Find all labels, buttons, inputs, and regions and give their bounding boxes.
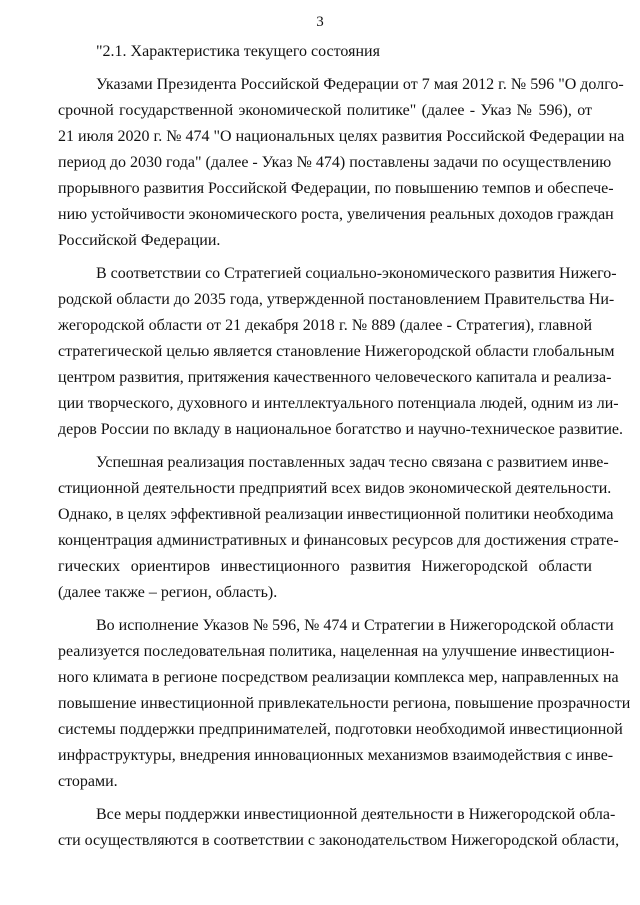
text-line: деров России по вкладу в национальное богатство и научно-техническое развитие. — [58, 421, 624, 438]
text-line: ции творческого, духовного и интеллектуального потенциала людей, одним из ли- — [58, 395, 619, 412]
text-line: Однако, в целях эффективной реализации инвестиционной политики необходима — [58, 506, 614, 523]
text-line: Указами Президента Российской Федерации от 7 мая 2012 г. № 596 "О долго- — [96, 76, 624, 93]
text-line: сти осуществляются в соответствии с законодательством Нижегородской области, — [58, 832, 620, 849]
text-line: стратегической целью является становление Нижегородской области глобальным — [58, 343, 615, 360]
text-line: прорывного развития Российской Федерации, по повышению темпов и обеспече- — [58, 180, 614, 197]
text-line: системы поддержки предпринимателей, подготовки необходимой инвестиционной — [58, 721, 623, 738]
text-line: Все меры поддержки инвестиционной деятельности в Нижегородской обла- — [96, 806, 616, 823]
text-line: Успешная реализация поставленных задач тесно связана с развитием инве- — [96, 454, 609, 471]
text-line: инфраструктуры, внедрения инновационных механизмов взаимодействия с инве- — [58, 747, 614, 764]
text-line: В соответствии со Стратегией социально-экономического развития Нижего- — [96, 265, 617, 282]
text-line: "2.1. Характеристика текущего состояния — [96, 43, 380, 60]
text-line: 21 июля 2020 г. № 474 "О национальных целях развития Российской Федерации на — [58, 128, 625, 145]
text-line: ного климата в регионе посредством реализации комплекса мер, направленных на — [58, 669, 619, 686]
text-line: повышение инвестиционной привлекательности региона, повышение прозрачности — [58, 695, 631, 712]
text-line: (далее также – регион, область). — [58, 584, 278, 601]
text-line: Российской Федерации. — [58, 232, 221, 249]
text-line: жегородской области от 21 декабря 2018 г. № 889 (далее - Стратегия), главной — [58, 317, 592, 334]
text-line: период до 2030 года" (далее - Указ № 474) поставлены задачи по осуществлению — [58, 154, 612, 171]
text-line: концентрация административных и финансовых ресурсов для достижения страте- — [58, 532, 619, 549]
text-line: сторами. — [58, 773, 118, 790]
text-line: родской области до 2035 года, утвержденной постановлением Правительства Ни- — [58, 291, 615, 308]
text-line: реализуется последовательная политика, нацеленная на улучшение инвестицион- — [58, 643, 615, 660]
text-line: Во исполнение Указов № 596, № 474 и Стратегии в Нижегородской области — [96, 617, 614, 634]
text-line: гических ориентиров инвестиционного развития Нижегородской области — [58, 558, 592, 575]
page-number: 3 — [316, 14, 324, 30]
text-line: нию устойчивости экономического роста, увеличения реальных доходов граждан — [58, 206, 614, 223]
text-line: стиционной деятельности предприятий всех видов экономической деятельности. — [58, 480, 612, 497]
text-line: срочной государственной экономической политике" (далее - Указ № 596), от — [58, 102, 592, 119]
text-line: центром развития, притяжения качественного человеческого капитала и реализа- — [58, 369, 612, 386]
